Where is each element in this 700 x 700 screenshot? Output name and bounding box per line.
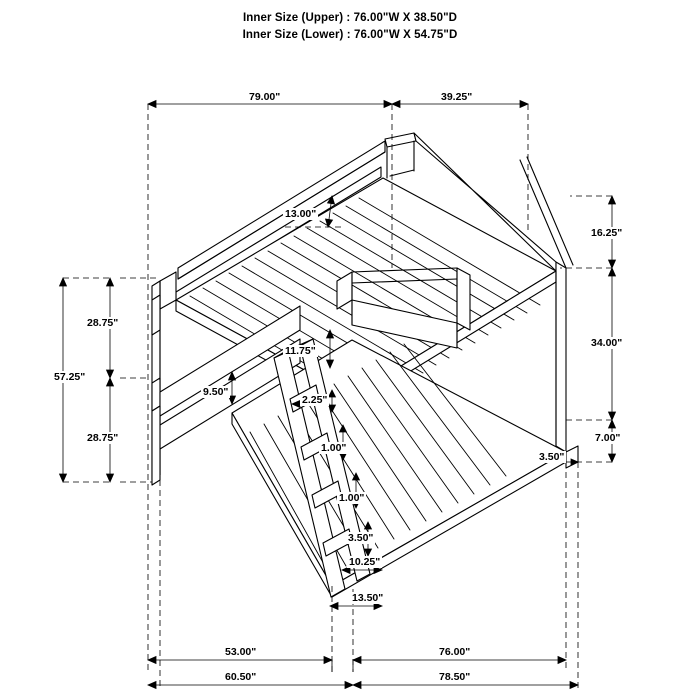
dim-bottom-outer-left: 60.50" [225, 671, 257, 683]
dim-upper-rail-height: 13.00" [285, 208, 317, 220]
dim-left-upper-seg: 28.75" [87, 317, 119, 329]
dim-right-lower-post: 7.00" [595, 432, 621, 444]
dim-left-total: 57.25" [54, 371, 86, 383]
dim-bottom-outer-right: 78.50" [439, 671, 471, 683]
dim-right-foot-angle: 3.50" [539, 451, 565, 463]
inner-size-lower-label: Inner Size (Lower) : 76.00"W X 54.75"D [242, 29, 458, 41]
dim-right-upper-post: 16.25" [591, 227, 623, 239]
dim-ladder-rung-1: 1.00" [321, 442, 347, 454]
dim-right-mid-post: 34.00" [591, 337, 623, 349]
dim-top-right-span: 39.25" [441, 91, 473, 103]
inner-size-upper-label: Inner Size (Upper) : 76.00"W X 38.50"D [242, 12, 458, 24]
dim-left-lower-seg: 28.75" [87, 432, 119, 444]
dim-ladder-base-width: 13.50" [352, 592, 384, 604]
dim-ladder-top-gap: 11.75" [285, 345, 316, 357]
dim-ladder-foot: 10.25" [349, 556, 381, 568]
dim-top-left-span: 79.00" [249, 91, 281, 103]
dim-headboard-panel: 9.50" [203, 386, 229, 398]
dim-ladder-rung-3: 3.50" [348, 532, 374, 544]
dim-ladder-rung-gap-1: 2.25" [302, 394, 328, 406]
dim-bottom-left-span: 53.00" [225, 646, 257, 658]
dim-ladder-rung-2: 1.00" [339, 492, 365, 504]
dim-bottom-right-span: 76.00" [439, 646, 471, 658]
